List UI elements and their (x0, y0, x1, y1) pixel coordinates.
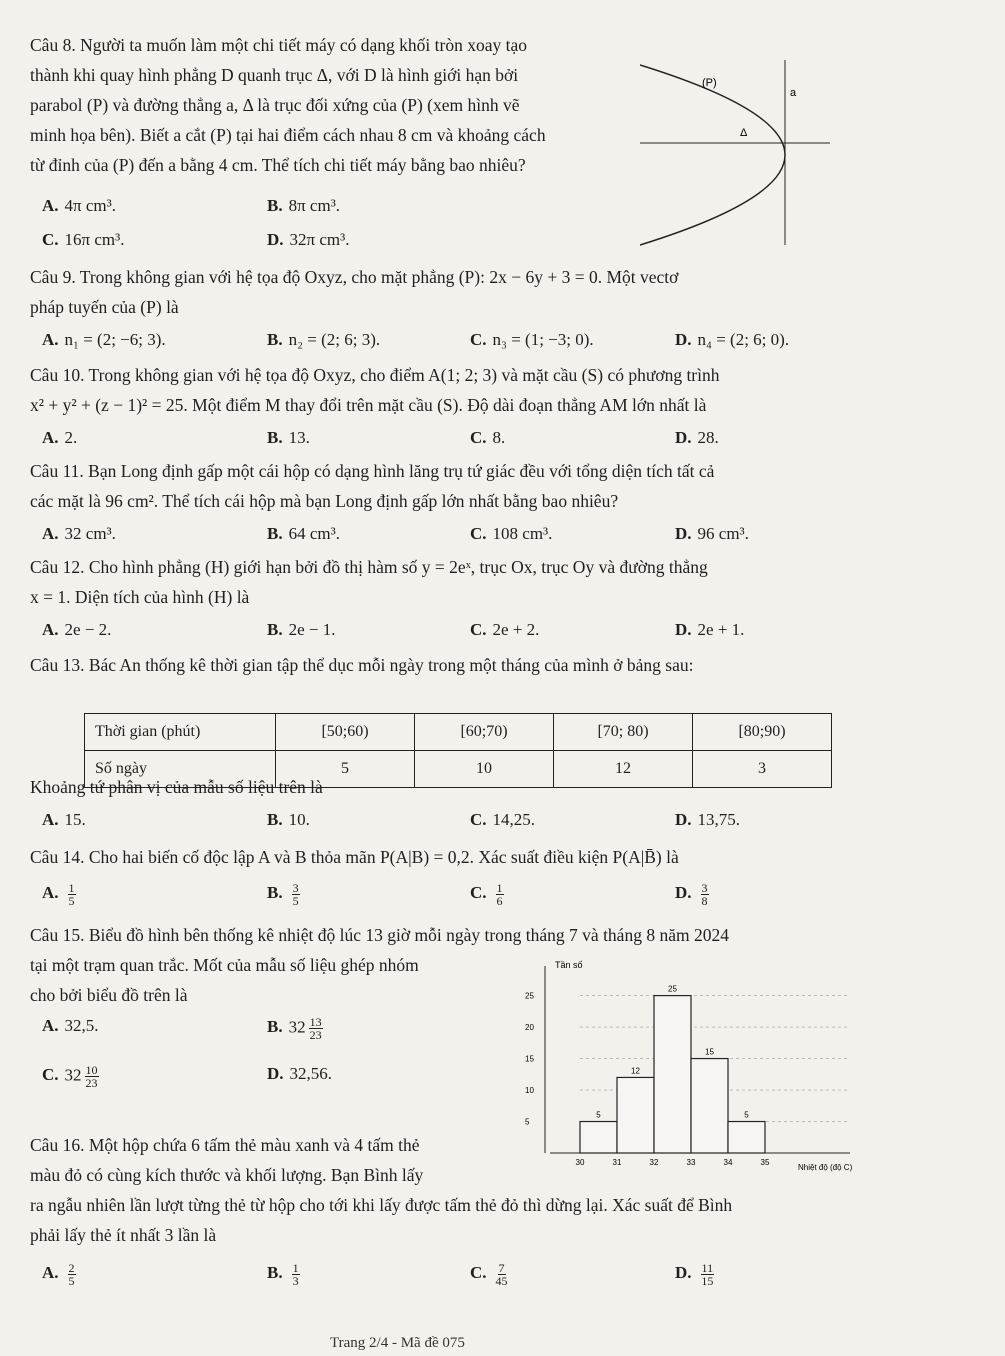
q16-option-a[interactable]: A. $\frac{2}{5}$ (42, 1261, 75, 1288)
q15-option-b[interactable]: B. 32 $\frac{13}{23}$ (267, 1015, 322, 1042)
table-header-days: Số ngày (85, 751, 276, 788)
q12-option-a[interactable]: A. 2e − 2. (42, 620, 112, 639)
q15-option-c[interactable]: C. 32 $\frac{10}{23}$ (42, 1063, 98, 1090)
question-12 (30, 552, 708, 612)
q15-line-3: cho bởi biểu đồ trên là (30, 985, 188, 1005)
question-10 (30, 360, 720, 420)
question-14 (30, 842, 679, 872)
q10-option-c[interactable]: C. 8. (470, 428, 506, 447)
page-footer: Trang 2/4 - Mã đề 075 (330, 1335, 465, 1351)
bar-value-label: 5 (596, 1110, 601, 1120)
q14-option-a[interactable]: A. $\frac{1}{5}$ (42, 881, 75, 908)
q15-line-2: tại một trạm quan trắc. Mốt của mẫu số liệu ghép nhóm (30, 955, 419, 975)
q8-line-2: thành khi quay hình phẳng D quanh trục Δ, với D là hình giới hạn bởi (30, 65, 519, 85)
q8-line-4: minh họa bên). Biết a cắt (P) tại hai điểm cách nhau 8 cm và khoảng cách (30, 125, 546, 145)
table-cell: [70; 80) (554, 714, 693, 751)
q15-option-a[interactable]: A. 32,5. (42, 1016, 99, 1035)
q9-line-1: Câu 9. Trong không gian với hệ tọa độ Oxyz, cho mặt phẳng (P): 2x − 6y + 3 = 0. Một vectơ (30, 267, 679, 287)
q14-option-c[interactable]: C. $\frac{1}{6}$ (470, 881, 503, 908)
table-cell: [80;90) (693, 714, 832, 751)
table-cell: 10 (415, 751, 554, 788)
q12-option-c[interactable]: C. 2e + 2. (470, 620, 540, 639)
q8-line-1: Câu 8. Người ta muốn làm một chi tiết máy có dạng khối tròn xoay tạo (30, 35, 527, 55)
q9-option-a[interactable]: A. n₁ = (2; −6; 3). (42, 330, 166, 349)
table-header-time: Thời gian (phút) (85, 714, 276, 751)
parabola-figure (640, 60, 840, 250)
q14-option-b[interactable]: B. $\frac{3}{5}$ (267, 881, 299, 908)
q8-option-d[interactable]: D. 32π cm³. (267, 230, 350, 249)
y-tick-label: 10 (525, 1086, 534, 1096)
question-13 (30, 650, 693, 680)
q12-line-2: x = 1. Diện tích của hình (H) là (30, 587, 250, 607)
q16-line-1: Câu 16. Một hộp chứa 6 tấm thẻ màu xanh và 4 tấm thẻ (30, 1135, 420, 1155)
q9-option-c[interactable]: C. n₃ = (1; −3; 0). (470, 330, 594, 349)
q16-option-c[interactable]: C. $\frac{7}{45}$ (470, 1261, 508, 1288)
q10-line-2: x² + y² + (z − 1)² = 25. Một điểm M thay đổi trên mặt cầu (S). Độ dài đoạn thẳng AM lớn nhất là (30, 395, 707, 415)
q12-option-d[interactable]: D. 2e + 1. (675, 620, 745, 639)
q13-option-b[interactable]: B. 10. (267, 810, 310, 829)
q11-line-2: các mặt là 96 cm². Thể tích cái hộp mà bạn Long định gấp lớn nhất bằng bao nhiêu? (30, 491, 619, 511)
q9-option-d[interactable]: D. n₄ = (2; 6; 0). (675, 330, 790, 349)
bar-value-label: 25 (668, 984, 677, 994)
x-tick-label: 35 (760, 1158, 770, 1167)
q10-option-b[interactable]: B. 13. (267, 428, 310, 447)
q8-option-c[interactable]: C. 16π cm³. (42, 230, 125, 249)
q13-option-c[interactable]: C. 14,25. (470, 810, 536, 829)
q11-option-d[interactable]: D. 96 cm³. (675, 524, 749, 543)
q14-option-d[interactable]: D. $\frac{3}{8}$ (675, 881, 708, 908)
table-cell: 12 (554, 751, 693, 788)
q12-option-b[interactable]: B. 2e − 1. (267, 620, 336, 639)
q14-line-1: Câu 14. Cho hai biến cố độc lập A và B thỏa mãn P(A|B) = 0,2. Xác suất điều kiện P(A|B̄) là (30, 847, 679, 867)
x-tick-label: 31 (612, 1158, 622, 1167)
bar-value-label: 12 (631, 1066, 640, 1076)
question-11 (30, 456, 714, 516)
chart-xlabel: Nhiệt độ (độ C) (798, 1163, 853, 1172)
y-tick-label: 20 (525, 1023, 534, 1033)
q16-line-3: ra ngẫu nhiên lần lượt từng thẻ từ hộp cho tới khi lấy được tấm thẻ đỏ thì dừng lại. Xác suất để Bình (30, 1195, 733, 1215)
q13-option-a[interactable]: A. 15. (42, 810, 86, 829)
bar-value-label: 5 (744, 1110, 749, 1120)
q11-option-b[interactable]: B. 64 cm³. (267, 524, 340, 543)
q10-line-1: Câu 10. Trong không gian với hệ tọa độ Oxyz, cho điểm A(1; 2; 3) và mặt cầu (S) có phương trình (30, 365, 720, 385)
question-9 (30, 262, 678, 322)
x-tick-label: 32 (649, 1158, 659, 1167)
chart-ylabel: Tần số (555, 960, 583, 970)
table-cell: [60;70) (415, 714, 554, 751)
question-16 (30, 1130, 732, 1250)
table-cell: 3 (693, 751, 832, 788)
y-tick-label: 15 (525, 1054, 534, 1064)
figure-p-label: (P) (702, 77, 717, 89)
table-cell: 5 (276, 751, 415, 788)
table-cell: [50;60) (276, 714, 415, 751)
q8-line-5: từ đỉnh của (P) đến a bằng 4 cm. Thể tích chi tiết máy bằng bao nhiêu? (30, 155, 526, 175)
q10-option-d[interactable]: D. 28. (675, 428, 719, 447)
histogram-bar (728, 1122, 765, 1153)
q16-option-b[interactable]: B. $\frac{1}{3}$ (267, 1261, 299, 1288)
q8-option-b[interactable]: B. 8π cm³. (267, 196, 341, 215)
figure-axis-label: Δ (740, 127, 748, 139)
q11-option-a[interactable]: A. 32 cm³. (42, 524, 116, 543)
bar-value-label: 15 (705, 1047, 714, 1057)
x-tick-label: 33 (686, 1158, 696, 1167)
q9-option-b[interactable]: B. n₂ = (2; 6; 3). (267, 330, 381, 349)
q11-option-c[interactable]: C. 108 cm³. (470, 524, 553, 543)
x-tick-label: 34 (723, 1158, 733, 1167)
y-tick-label: 5 (525, 1117, 530, 1127)
q16-line-4: phải lấy thẻ ít nhất 3 lần là (30, 1225, 217, 1245)
y-tick-label: 25 (525, 991, 534, 1001)
q12-line-1: Câu 12. Cho hình phẳng (H) giới hạn bởi đồ thị hàm số y = 2eˣ, trục Ox, trục Oy và đường thẳng (30, 557, 708, 577)
q13-after-text: Khoảng tứ phân vị của mẫu số liệu trên là (30, 777, 323, 797)
table-row (85, 714, 832, 751)
figure-a-label: a (790, 87, 797, 99)
q10-option-a[interactable]: A. 2. (42, 428, 78, 447)
q8-line-3: parabol (P) và đường thẳng a, Δ là trục đối xứng của (P) (xem hình vẽ (30, 95, 520, 115)
q8-option-a[interactable]: A. 4π cm³. (42, 196, 116, 215)
q11-line-1: Câu 11. Bạn Long định gấp một cái hộp có dạng hình lăng trụ tứ giác đều với tổng diện tích tất cả (30, 461, 715, 481)
q15-line-1: Câu 15. Biểu đồ hình bên thống kê nhiệt độ lúc 13 giờ mỗi ngày trong tháng 7 và tháng 8 năm 2024 (30, 925, 729, 945)
question-8 (30, 30, 546, 180)
q16-option-d[interactable]: D. $\frac{11}{15}$ (675, 1261, 714, 1288)
q15-option-d[interactable]: D. 32,56. (267, 1064, 333, 1083)
q13-line-1: Câu 13. Bác An thống kê thời gian tập thể dục mỗi ngày trong một tháng của mình ở bảng sau: (30, 655, 694, 675)
x-tick-label: 30 (575, 1158, 585, 1167)
q9-line-2: pháp tuyến của (P) là (30, 297, 179, 317)
q13-option-d[interactable]: D. 13,75. (675, 810, 741, 829)
q16-line-2: màu đỏ có cùng kích thước và khối lượng. Bạn Bình lấy (30, 1165, 424, 1185)
